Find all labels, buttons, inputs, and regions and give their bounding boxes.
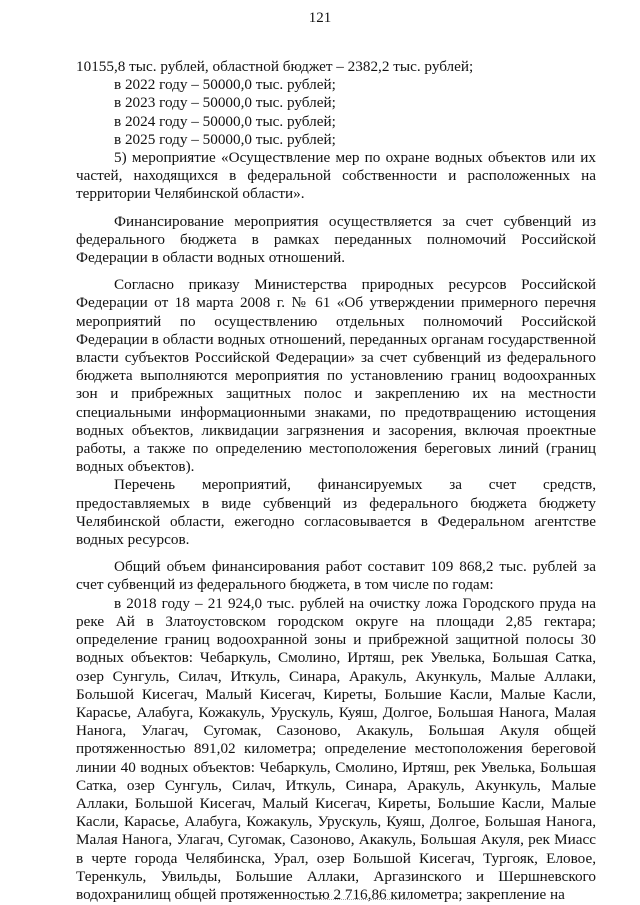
document-body [76,58,596,904]
total-volume-paragraph: Общий объем финансирования работ составит 109 868,2 тыс. рублей за счет субвенций из федерального бюджета, в том числе по годам: [76,558,596,594]
year-2023-line: в 2023 году – 50000,0 тыс. рублей; [114,94,336,112]
list-approval-paragraph: Перечень мероприятий, финансируемых за счет средств, предоставляемых в виде субвенций из федерального бюджета бюджету Челябинской области, ежегодно согласовывается в Федеральном агентстве водных ресурсов. [76,476,596,549]
financing-paragraph: Финансирование мероприятия осуществляется за счет субвенций из федерального бюджета в рамках переданных полномочий Российской Федерации в области водных отношений. [76,212,596,267]
measure-5-heading: 5) мероприятие «Осуществление мер по охране водных объектов или их частей, находящихся в федеральной собственности и расположенных на территории Челябинской области». [76,149,596,203]
year-2018-paragraph: в 2018 году – 21 924,0 тыс. рублей на очистку ложа Городского пруда на реке Ай в Златоустовском городском округе на площади 2,85 гектара; определение границ водоохранной зоны и прибрежной защитной полосы 30 водных объектов: Чебаркуль, Смолино, Иртяш, рек Увелька, Большая Сатка, озер Сунгуль, Силач, Иткуль, Синара, Аракуль, Акункуль, Малые Аллаки, Большой Кисегач, Малый Кисегач, Киреты, Большие Касли, Малые Касли, Карасье, Алабуга, Кожакуль, Урускуль, Куяш, Долгое, Большая Нанога, Малая Нанога, Улагач, Сугомак, Сазоново, Акакуль, Большая Акуля общей протяженностью 891,02 километра; определение местоположения береговой линии 40 водных объектов: Чебаркуль, Смолино, Иртяш, рек Увелька, Большая Сатка, озер Сунгуль, Силач, Иткуль, Синара, Аракуль, Акункуль, Малые Аллаки, Большой Кисегач, Малый Кисегач, Киреты, Большие Касли, Малые Касли, Карасье, Алабуга, Кожакуль, Урускуль, Куяш, Долгое, Большая Нанога, Малая Нанога, Улагач, Сугомак, Сазоново, Акакуль, Большая Акуля, рек Миасс в черте города Челябинска, Урал, озер Большой Кисегач, Тургояк, Еловое, Теренкуль, Увильды, Большие Аллаки, Аргазинского и Шершневского водохранилищ общей протяженностью 2 716,86 километра; закрепление на [76,594,596,903]
year-2022-line: в 2022 году – 50000,0 тыс. рублей; [114,76,336,94]
page-number: 121 [308,10,332,26]
paragraph-continuation: 10155,8 тыс. рублей, областной бюджет – 2382,2 тыс. рублей; [76,58,474,75]
order-paragraph: Согласно приказу Министерства природных ресурсов Российской Федерации от 18 марта 2008 г. № 61 «Об утверждении примерного перечня мероприятий по осуществлению отдельных полномочий Российской Федерации в области водных отношений, переданных органам государственной власти субъектов Российской Федерации» за счет субвенций из федерального бюджета выполняются мероприятия по установлению границ водоохранных зон и прибрежных защитных полос и закреплению их на местности специальными информационными знаками, по предотвращению истощения водных объектов, ликвидации загрязнения и засорения, включая проектные работы, а также по определению местоположения береговых линий (границ водных объектов). [76,276,596,476]
year-2024-line: в 2024 году – 50000,0 тыс. рублей; [114,112,336,130]
year-2025-line: в 2025 году – 50000,0 тыс. рублей; [114,130,336,148]
page-bottom-mark [290,899,410,902]
